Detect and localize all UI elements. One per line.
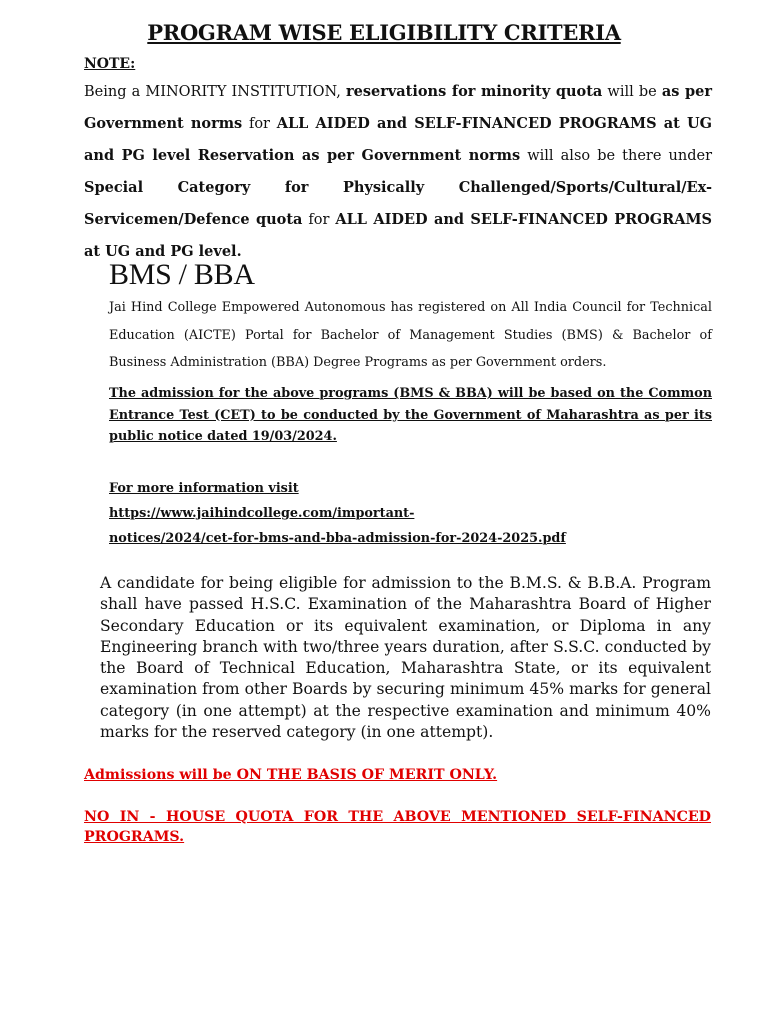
more-info-block	[109, 476, 712, 551]
intro-paragraph: Jai Hind College Empowered Autonomous has registered on All India Council for Technical Education (AICTE) Portal for Bachelor of Management Studies (BMS) & Bachelor of Business Administration (BBA) Degree Programs as per Government orders.	[109, 300, 712, 370]
note-text-3: for	[242, 116, 277, 132]
note-paragraph	[84, 76, 712, 268]
more-info-label: For more information visit	[109, 481, 299, 496]
note-text-4: will also be there under	[520, 148, 712, 164]
note-bold-5: ALL AIDED and SELF-FINANCED PROGRAMS at UG and PG level.	[84, 211, 712, 260]
note-bold-3: ALL AIDED and SELF-FINANCED PROGRAMS at UG and PG level Reservation as per Government norms	[84, 115, 712, 164]
info-link-part-2[interactable]: notices/2024/cet-for-bms-and-bba-admission-for-2024-2025.pdf	[109, 531, 566, 546]
quota-notice: NO IN - HOUSE QUOTA FOR THE ABOVE MENTIONED SELF-FINANCED PROGRAMS.	[84, 809, 711, 845]
page-title: PROGRAM WISE ELIGIBILITY CRITERIA	[147, 20, 621, 45]
info-link[interactable]	[109, 506, 566, 546]
note-bold-1: reservations for minority quota	[345, 83, 603, 100]
note-bold-4: Special Category for Physically Challenged/Sports/Cultural/Ex-Servicemen/Defence quota	[84, 179, 712, 228]
note-text-1: Being a MINORITY INSTITUTION,	[84, 84, 346, 100]
info-link-part-1[interactable]: https://www.jaihindcollege.com/important-	[109, 506, 415, 521]
section-heading: BMS / BBA	[109, 258, 255, 291]
note-label: NOTE:	[84, 56, 136, 72]
note-text-5: for	[302, 212, 336, 228]
eligibility-paragraph: A candidate for being eligible for admission to the B.M.S. & B.B.A. Program shall have passed H.S.C. Examination of the Maharashtra Board of Higher Secondary Education or its equivalent examination, or Diploma in any Engineering branch with two/three years duration, after S.S.C. conducted by the Board of Technical Education, Maharashtra State, or its equivalent examination from other Boards by securing minimum 45% marks for general category (in one attempt) at the respective examination and minimum 40% marks for the reserved category (in one attempt).	[100, 574, 711, 742]
merit-notice: Admissions will be ON THE BASIS OF MERIT ONLY.	[84, 767, 498, 783]
note-bold-2: as per Government norms	[84, 83, 712, 132]
note-text-2: will be	[602, 84, 662, 100]
cet-notice: The admission for the above programs (BMS & BBA) will be based on the Common Entrance Test (CET) to be conducted by the Government of Maharashtra as per its public notice dated 19/03/2024.	[109, 386, 712, 444]
